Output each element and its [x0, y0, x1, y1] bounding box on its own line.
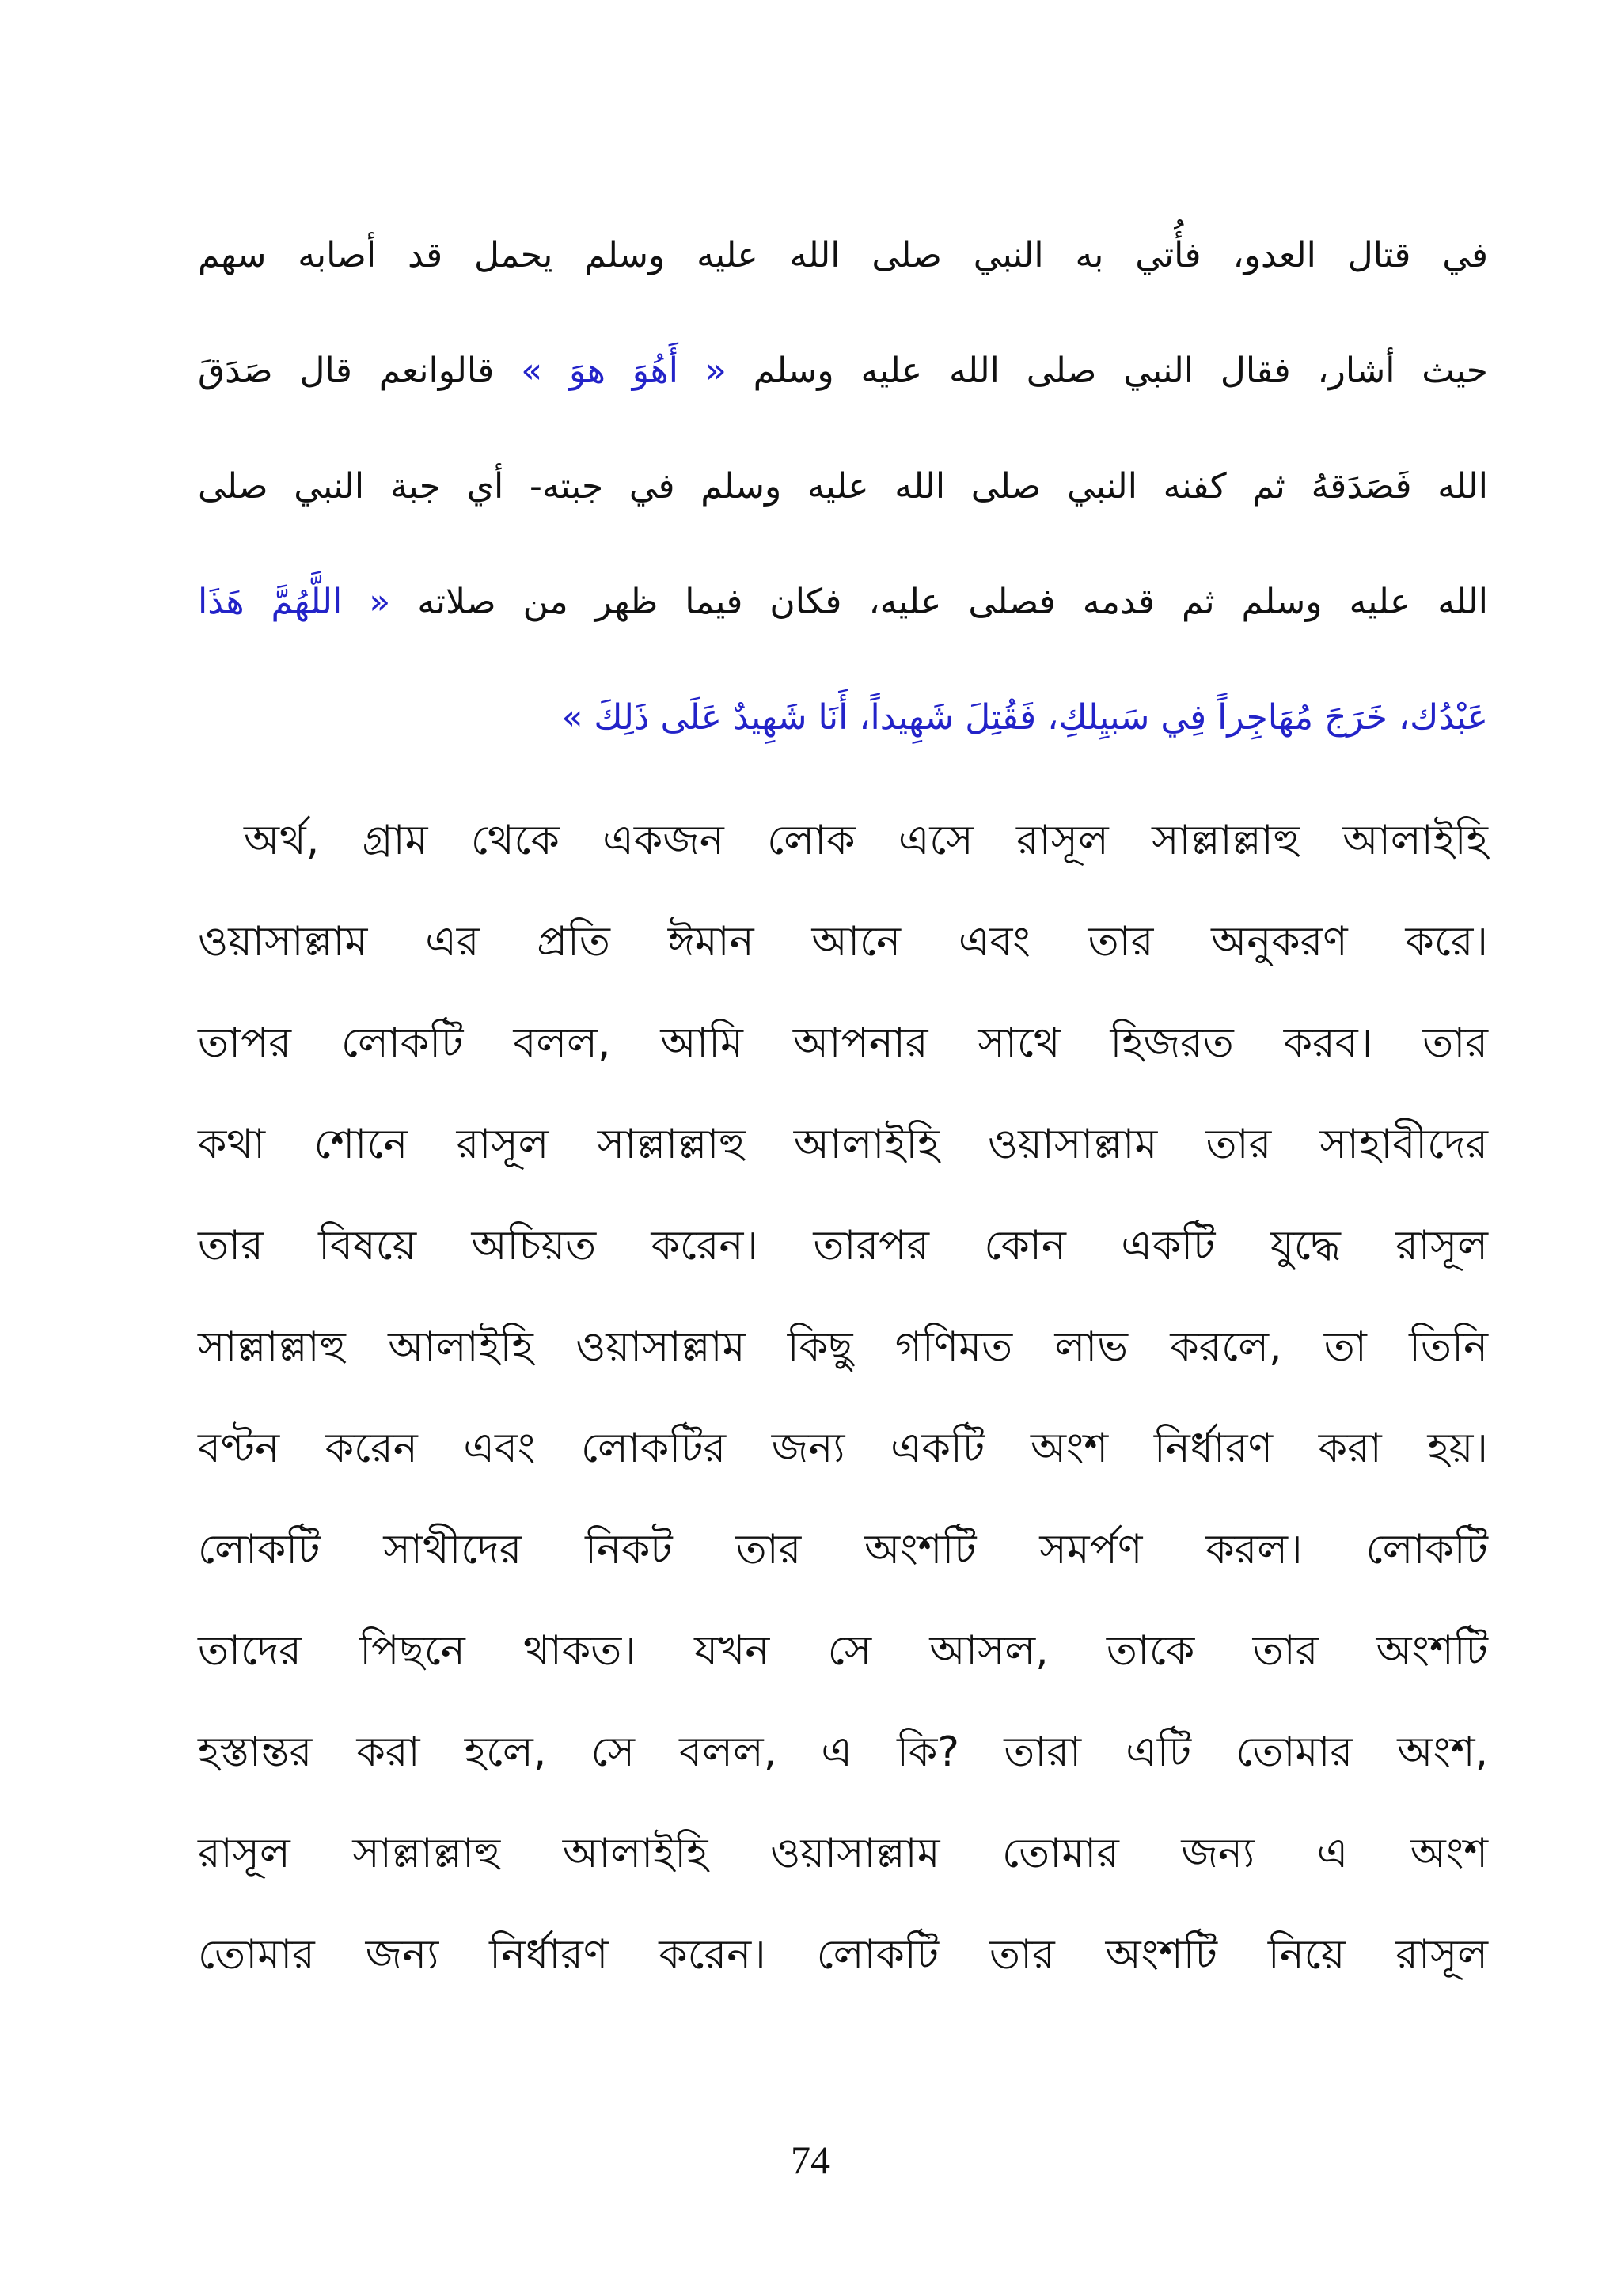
arabic-line-1-text: في قتال العدو، فأُتي به النبي صلى الله عليه وسلم يحمل قد أصابه سهم [198, 235, 1488, 275]
bengali-line: সাল্লাল্লাহু আলাইহি ওয়াসাল্লাম কিছু গণিমত লাভ করলে, তা তিনি [198, 1323, 1488, 1371]
arabic-passage [198, 198, 1488, 776]
bengali-line: তাদের পিছনে থাকত। যখন সে আসল, তাকে তার অংশটি [198, 1627, 1488, 1675]
bengali-translation [198, 790, 1488, 2006]
bengali-line: ওয়াসাল্লাম এর প্রতি ঈমান আনে এবং তার অনুকরণ করে। [198, 918, 1488, 966]
bengali-line: রাসূল সাল্লাল্লাহু আলাইহি ওয়াসাল্লাম তোমার জন্য এ অংশ [198, 1830, 1488, 1877]
arabic-quote-ahuwa: « أَهُوَ هوَ » [521, 351, 727, 391]
arabic-line-4-text: الله عليه وسلم ثم قدمه فصلى عليه، فكان فيما ظهر من صلاته [417, 582, 1488, 622]
page-number: 74 [791, 2138, 830, 2182]
arabic-quote-dua-start: « اللَّهُمَّ هَذَا [198, 582, 391, 622]
bengali-line: তাপর লোকটি বলল, আমি আপনার সাথে হিজরত করব। তার [198, 1019, 1488, 1067]
bengali-line: লোকটি সাথীদের নিকট তার অংশটি সমর্পণ করল। লোকটি [198, 1526, 1488, 1573]
arabic-line-5 [198, 660, 1488, 776]
bengali-line: কথা শোনে রাসূল সাল্লাল্লাহু আলাইহি ওয়াসাল্লাম তার সাহাবীদের [198, 1121, 1488, 1168]
bengali-line: হস্তান্তর করা হলে, সে বলল, এ কি? তারা এটি তোমার অংশ, [198, 1729, 1488, 1776]
arabic-line-3-text: الله فَصَدَقهُ ثم كفنه النبي صلى الله عليه وسلم في جبته- أي جبة النبي صلى [198, 466, 1488, 507]
arabic-line-4 [198, 545, 1488, 660]
bengali-line: অর্থ, গ্রাম থেকে একজন লোক এসে রাসূল সাল্লাল্লাহু আলাইহি [244, 817, 1488, 864]
bengali-line: বণ্টন করেন এবং লোকটির জন্য একটি অংশ নির্ধারণ করা হয়। [198, 1425, 1488, 1472]
arabic-line-2 [198, 313, 1488, 429]
arabic-line-2-tail: قالوانعم قال صَدَقَ [198, 351, 495, 391]
arabic-quote-dua-end: عَبْدُك، خَرَجَ مُهَاجِراً فِي سَبيِلكِ، فَقُتِلَ شَهِيداً، أَنَا شَهِيدٌ عَلَى ذَلِكَ » [561, 697, 1488, 738]
arabic-line-3 [198, 429, 1488, 545]
bengali-line: তার বিষয়ে অচিয়ত করেন। তারপর কোন একটি যুদ্ধে রাসূল [198, 1222, 1488, 1269]
arabic-line-1 [198, 198, 1488, 313]
bengali-line: তোমার জন্য নির্ধারণ করেন। লোকটি তার অংশটি নিয়ে রাসূল [198, 1931, 1488, 1979]
arabic-line-2-text: حيث أشار، فقال النبي صلى الله عليه وسلم [753, 351, 1488, 391]
